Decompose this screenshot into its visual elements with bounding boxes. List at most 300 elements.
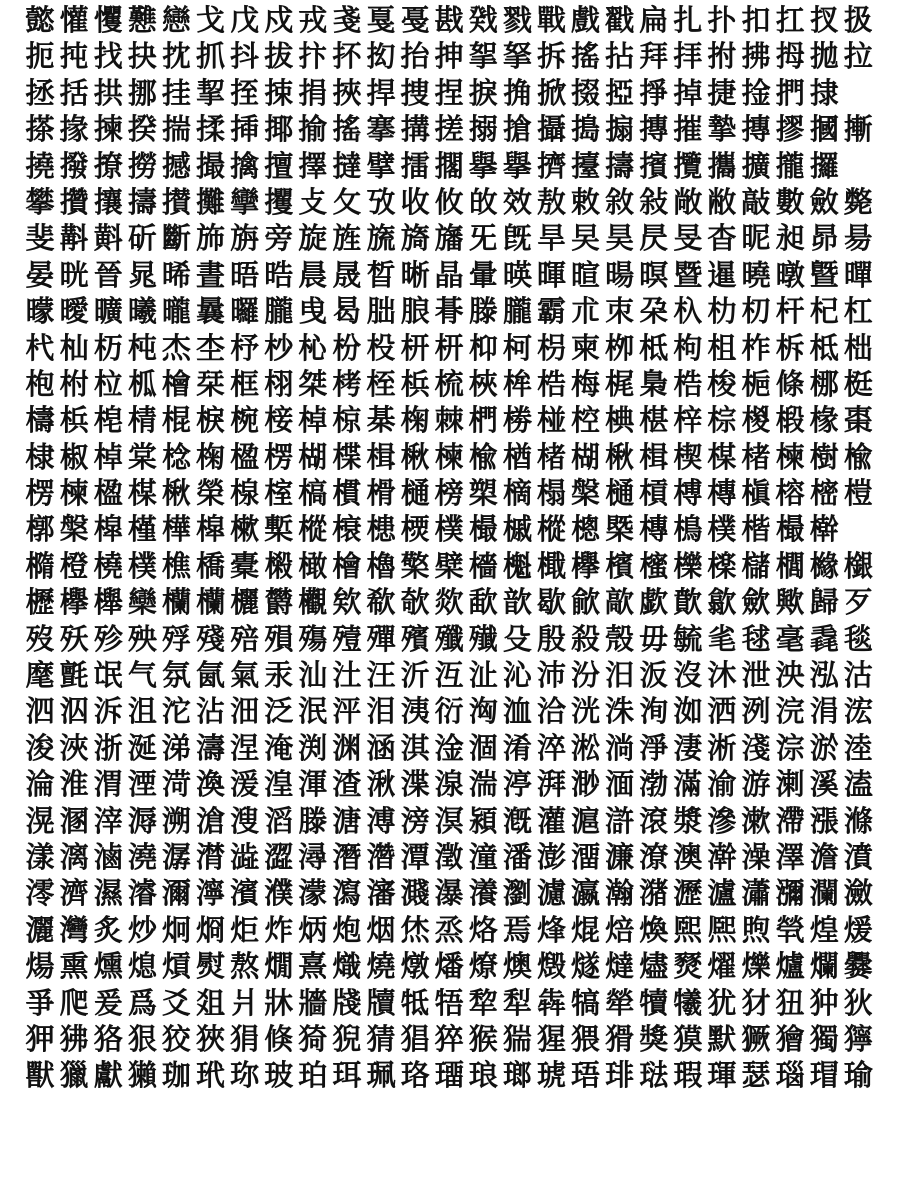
glyph-cell: 獪	[775, 1021, 805, 1056]
glyph-cell: 滕	[468, 294, 498, 329]
glyph-cell: 楡	[468, 439, 498, 474]
glyph-cell: 渫	[400, 767, 430, 802]
glyph-cell: 猝	[434, 1021, 464, 1056]
glyph-cell: 炬	[230, 912, 260, 947]
glyph-cell: 濾	[536, 876, 566, 911]
glyph-cell: 拊	[707, 39, 737, 74]
glyph-cell: 曨	[161, 294, 191, 329]
glyph-cell: 泪	[366, 694, 396, 729]
glyph-cell: 樸	[434, 512, 464, 547]
glyph-cell: 潘	[502, 839, 532, 874]
glyph-cell: 樅	[536, 512, 566, 547]
glyph-cell: 玳	[196, 1058, 226, 1093]
glyph-cell: 抔	[332, 39, 362, 74]
glyph-cell: 檮	[25, 403, 55, 438]
glyph-cell: 挂	[161, 75, 191, 110]
glyph-cell: 氤	[196, 658, 226, 693]
glyph-cell: 槫	[707, 476, 737, 511]
glyph-cell: 淆	[502, 730, 532, 765]
glyph-cell: 暝	[639, 257, 669, 292]
glyph-cell: 渭	[93, 767, 123, 802]
glyph-cell: 晤	[230, 257, 260, 292]
glyph-cell: 爨	[843, 949, 873, 984]
glyph-cell: 捔	[502, 75, 532, 110]
glyph-row	[23, 293, 900, 329]
glyph-cell: 槧	[264, 512, 294, 547]
glyph-cell: 淇	[400, 730, 430, 765]
glyph-cell: 猊	[332, 1021, 362, 1056]
glyph-row	[23, 912, 900, 948]
glyph-cell: 朧	[264, 294, 294, 329]
glyph-cell: 昶	[775, 221, 805, 256]
glyph-cell: 枊	[468, 330, 498, 365]
glyph-cell: 攸	[434, 184, 464, 219]
glyph-cell: 櫚	[775, 548, 805, 583]
glyph-cell: 攣	[230, 184, 260, 219]
glyph-cell: 珮	[366, 1058, 396, 1093]
glyph-cell: 殕	[230, 621, 260, 656]
glyph-cell: 烝	[434, 912, 464, 947]
glyph-cell: 淞	[571, 730, 601, 765]
glyph-cell: 晰	[400, 257, 430, 292]
glyph-cell: 烙	[468, 912, 498, 947]
glyph-row	[23, 439, 900, 475]
glyph-cell: 澣	[707, 839, 737, 874]
glyph-cell: 攝	[536, 112, 566, 147]
glyph-cell: 戁	[127, 3, 157, 37]
glyph-cell: 攅	[161, 184, 191, 219]
glyph-cell: 擣	[605, 148, 635, 183]
glyph-cell: 拔	[264, 39, 294, 74]
glyph-cell: 燒	[366, 949, 396, 984]
glyph-cell: 毋	[639, 621, 669, 656]
glyph-cell: 楮	[536, 439, 566, 474]
glyph-cell: 澤	[775, 839, 805, 874]
glyph-cell: 獨	[809, 1021, 839, 1056]
glyph-cell: 洵	[639, 694, 669, 729]
glyph-cell: 渾	[298, 767, 328, 802]
glyph-cell: 濔	[161, 876, 191, 911]
glyph-cell: 棕	[707, 403, 737, 438]
glyph-cell: 搖	[571, 39, 601, 74]
glyph-cell: 犲	[741, 985, 771, 1020]
glyph-cell: 棍	[161, 403, 191, 438]
glyph-cell: 梔	[741, 366, 771, 401]
glyph-cell: 桀	[298, 366, 328, 401]
glyph-cell: 樸	[707, 512, 737, 547]
glyph-cell: 汞	[264, 658, 294, 693]
glyph-cell: 懿	[25, 3, 55, 37]
glyph-cell: 湮	[127, 767, 157, 802]
glyph-cell: 槵	[366, 512, 396, 547]
glyph-cell: 槿	[127, 512, 157, 547]
glyph-cell: 煥	[639, 912, 669, 947]
glyph-cell: 瀚	[605, 876, 635, 911]
glyph-cell: 狢	[93, 1021, 123, 1056]
glyph-cell: 搴	[366, 112, 396, 147]
glyph-cell: 炸	[264, 912, 294, 947]
glyph-cell: 樌	[332, 476, 362, 511]
glyph-cell: 衍	[434, 694, 464, 729]
glyph-cell: 榜	[434, 476, 464, 511]
glyph-cell: 梍	[93, 403, 123, 438]
glyph-cell: 洟	[400, 694, 430, 729]
glyph-cell: 捐	[298, 75, 328, 110]
glyph-cell: 櫓	[366, 548, 396, 583]
glyph-cell: 摲	[843, 112, 873, 147]
glyph-cell: 檳	[605, 548, 635, 583]
glyph-cell: 柢	[809, 330, 839, 365]
glyph-cell: 戀	[161, 3, 191, 37]
glyph-cell: 淌	[605, 730, 635, 765]
glyph-cell: 懽	[59, 3, 89, 37]
glyph-cell: 渟	[502, 767, 532, 802]
glyph-cell: 濟	[59, 876, 89, 911]
glyph-cell: 槭	[502, 512, 532, 547]
glyph-cell: 挈	[196, 75, 226, 110]
glyph-cell: 焙	[605, 912, 635, 947]
glyph-cell: 榑	[673, 476, 703, 511]
glyph-cell: 滾	[639, 803, 669, 838]
glyph-cell: 擱	[434, 148, 464, 183]
glyph-cell: 擡	[571, 148, 601, 183]
glyph-cell: 效	[502, 184, 532, 219]
glyph-cell: 樹	[809, 439, 839, 474]
glyph-cell: 潴	[639, 876, 669, 911]
glyph-cell: 琅	[468, 1058, 498, 1093]
glyph-cell: 斫	[127, 221, 157, 256]
glyph-cell: 熹	[298, 949, 328, 984]
glyph-cell: 涎	[127, 730, 157, 765]
glyph-cell: 攬	[673, 148, 703, 183]
glyph-cell: 燿	[707, 949, 737, 984]
glyph-cell: 戊	[230, 3, 260, 37]
glyph-cell: 濛	[298, 876, 328, 911]
glyph-cell: 擠	[536, 148, 566, 183]
glyph-cell: 歊	[605, 585, 635, 620]
glyph-cell: 朧	[502, 294, 532, 329]
glyph-cell: 淅	[707, 730, 737, 765]
glyph-row	[23, 584, 900, 620]
glyph-cell: 晉	[93, 257, 123, 292]
glyph-cell: 攤	[196, 184, 226, 219]
glyph-cell: 橐	[230, 548, 260, 583]
glyph-cell: 瀋	[366, 876, 396, 911]
glyph-cell: 淙	[775, 730, 805, 765]
glyph-cell: 狒	[59, 1021, 89, 1056]
glyph-cell: 棈	[127, 403, 157, 438]
glyph-cell: 澪	[25, 876, 55, 911]
glyph-cell: 杢	[196, 330, 226, 365]
glyph-cell: 歇	[536, 585, 566, 620]
glyph-cell: 戮	[502, 3, 532, 37]
glyph-cell: 牘	[366, 985, 396, 1020]
glyph-cell: 拋	[809, 39, 839, 74]
glyph-cell: 浙	[93, 730, 123, 765]
glyph-cell: 榾	[366, 476, 396, 511]
glyph-cell: 搶	[502, 112, 532, 147]
glyph-cell: 槩	[605, 512, 635, 547]
glyph-cell: 朿	[605, 294, 635, 329]
glyph-cell: 熕	[161, 949, 191, 984]
glyph-cell: 朮	[571, 294, 601, 329]
glyph-cell: 椹	[639, 403, 669, 438]
glyph-cell: 捒	[264, 75, 294, 110]
glyph-cell: 橈	[93, 548, 123, 583]
glyph-cell: 淪	[25, 767, 55, 802]
glyph-cell: 烋	[400, 912, 430, 947]
glyph-cell: 揀	[93, 112, 123, 147]
glyph-cell: 榱	[332, 512, 362, 547]
glyph-cell: 扼	[25, 39, 55, 74]
glyph-cell: 燼	[639, 949, 669, 984]
glyph-cell: 擯	[639, 148, 669, 183]
glyph-cell: 拱	[93, 75, 123, 110]
glyph-cell: 殍	[161, 621, 191, 656]
glyph-cell: 狄	[843, 985, 873, 1020]
glyph-cell: 湟	[264, 767, 294, 802]
glyph-cell: 澡	[741, 839, 771, 874]
glyph-cell: 樮	[400, 512, 430, 547]
glyph-cell: 昴	[809, 221, 839, 256]
glyph-cell: 掀	[536, 75, 566, 110]
glyph-cell: 楸	[605, 439, 635, 474]
glyph-row	[23, 1021, 900, 1057]
glyph-cell: 櫁	[639, 548, 669, 583]
glyph-cell: 擒	[230, 148, 260, 183]
glyph-row	[23, 366, 900, 402]
glyph-cell: 檜	[161, 366, 191, 401]
glyph-cell: 渙	[196, 767, 226, 802]
glyph-cell: 擧	[468, 148, 498, 183]
glyph-cell: 灣	[59, 912, 89, 947]
glyph-cell: 拯	[25, 75, 55, 110]
glyph-cell: 泛	[264, 694, 294, 729]
glyph-cell: 抃	[298, 39, 328, 74]
glyph-cell: 朖	[400, 294, 430, 329]
glyph-cell: 掾	[59, 112, 89, 147]
glyph-cell: 栲	[332, 366, 362, 401]
glyph-cell: 捜	[400, 75, 430, 110]
glyph-cell: 栩	[264, 366, 294, 401]
glyph-cell: 澂	[434, 839, 464, 874]
glyph-cell: 渮	[161, 767, 191, 802]
glyph-cell: 洫	[502, 694, 532, 729]
glyph-cell: 犹	[707, 985, 737, 1020]
glyph-cell: 椒	[59, 439, 89, 474]
glyph-cell: 默	[707, 1021, 737, 1056]
glyph-cell: 旃	[230, 221, 260, 256]
glyph-cell: 烱	[196, 912, 226, 947]
glyph-cell: 戰	[536, 3, 566, 37]
glyph-cell: 熏	[59, 949, 89, 984]
glyph-cell: 洸	[571, 694, 601, 729]
glyph-cell: 燹	[673, 949, 703, 984]
glyph-cell: 梹	[400, 366, 430, 401]
glyph-cell: 椀	[230, 403, 260, 438]
glyph-cell: 濘	[196, 876, 226, 911]
glyph-cell: 狎	[25, 1021, 55, 1056]
glyph-cell: 楳	[127, 476, 157, 511]
glyph-cell: 檊	[809, 512, 839, 547]
glyph-cell: 欷	[366, 585, 396, 620]
glyph-cell: 椚	[468, 403, 498, 438]
glyph-cell: 柢	[639, 330, 669, 365]
glyph-cell: 擂	[400, 148, 430, 183]
glyph-cell: 湃	[536, 767, 566, 802]
glyph-cell: 抉	[127, 39, 157, 74]
glyph-cell: 瀑	[434, 876, 464, 911]
glyph-cell: 淮	[59, 767, 89, 802]
glyph-cell: 旣	[502, 221, 532, 256]
glyph-cell: 曚	[25, 294, 55, 329]
glyph-cell: 旱	[536, 221, 566, 256]
glyph-cell: 檠	[400, 548, 430, 583]
glyph-cell: 气	[127, 658, 157, 693]
glyph-cell: 撓	[25, 148, 55, 183]
glyph-cell: 浹	[59, 730, 89, 765]
glyph-cell: 歔	[639, 585, 669, 620]
glyph-cell: 毟	[707, 621, 737, 656]
glyph-cell: 滄	[196, 803, 226, 838]
glyph-cell: 椪	[536, 403, 566, 438]
glyph-cell: 暺	[843, 257, 873, 292]
glyph-cell: 泙	[332, 694, 362, 729]
glyph-cell: 沒	[673, 658, 703, 693]
glyph-cell: 杳	[707, 221, 737, 256]
glyph-cell: 濱	[230, 876, 260, 911]
glyph-cell: 沾	[196, 694, 226, 729]
glyph-cell: 櫆	[502, 548, 532, 583]
glyph-cell: 毳	[809, 621, 839, 656]
glyph-cell: 拉	[843, 39, 873, 74]
glyph-cell: 熄	[127, 949, 157, 984]
glyph-cell: 欐	[230, 585, 260, 620]
glyph-row	[23, 621, 900, 657]
glyph-cell: 楸	[400, 439, 430, 474]
glyph-cell: 扛	[775, 3, 805, 37]
glyph-cell: 湍	[468, 767, 498, 802]
glyph-cell: 殲	[434, 621, 464, 656]
glyph-cell: 漑	[502, 803, 532, 838]
glyph-cell: 擧	[502, 148, 532, 183]
glyph-cell: 揣	[161, 112, 191, 147]
glyph-cell: 撈	[127, 148, 157, 183]
glyph-row	[23, 2, 900, 38]
glyph-cell: 斷	[161, 221, 191, 256]
glyph-cell: 琺	[639, 1058, 669, 1093]
glyph-cell: 燵	[605, 949, 635, 984]
glyph-cell: 揷	[230, 112, 260, 147]
glyph-cell: 攴	[298, 184, 328, 219]
glyph-cell: 斐	[25, 221, 55, 256]
glyph-cell: 枌	[332, 330, 362, 365]
glyph-cell: 晁	[127, 257, 157, 292]
glyph-cell: 獵	[59, 1058, 89, 1093]
glyph-cell: 昊	[605, 221, 635, 256]
glyph-cell: 曷	[332, 294, 362, 329]
glyph-cell: 棹	[298, 403, 328, 438]
glyph-cell: 暎	[502, 257, 532, 292]
glyph-cell: 戄	[93, 3, 123, 37]
glyph-cell: 漾	[25, 839, 55, 874]
glyph-cell: 旻	[673, 221, 703, 256]
glyph-cell: 毯	[843, 621, 873, 656]
glyph-cell: 沚	[468, 658, 498, 693]
glyph-cell: 楹	[230, 439, 260, 474]
glyph-cell: 擇	[298, 148, 328, 183]
glyph-cell: 欒	[127, 585, 157, 620]
glyph-cell: 搧	[605, 112, 635, 147]
glyph-cell: 榻	[536, 476, 566, 511]
glyph-cell: 旲	[571, 221, 601, 256]
glyph-cell: 猖	[400, 1021, 430, 1056]
glyph-cell: 楳	[707, 439, 737, 474]
glyph-cell: 瑜	[843, 1058, 873, 1093]
glyph-row	[23, 548, 900, 584]
glyph-cell: 摑	[809, 112, 839, 147]
glyph-cell: 珞	[400, 1058, 430, 1093]
glyph-cell: 潭	[400, 839, 430, 874]
glyph-cell: 璢	[434, 1058, 464, 1093]
glyph-cell: 泄	[741, 658, 771, 693]
glyph-cell: 扱	[843, 3, 873, 37]
glyph-cell: 捍	[366, 75, 396, 110]
glyph-cell: 櫪	[25, 585, 55, 620]
glyph-cell: 楜	[571, 439, 601, 474]
glyph-cell: 槁	[298, 476, 328, 511]
glyph-cell: 枅	[400, 330, 430, 365]
glyph-cell: 烽	[536, 912, 566, 947]
glyph-cell: 梜	[468, 366, 498, 401]
glyph-cell: 昵	[741, 221, 771, 256]
glyph-cell: 檗	[434, 548, 464, 583]
glyph-cell: 敀	[468, 184, 498, 219]
glyph-cell: 曖	[59, 294, 89, 329]
glyph-cell: 挃	[230, 75, 260, 110]
glyph-cell: 曩	[196, 294, 226, 329]
glyph-cell: 棗	[843, 403, 873, 438]
glyph-row	[23, 693, 900, 729]
glyph-cell: 瑕	[673, 1058, 703, 1093]
glyph-cell: 潺	[161, 839, 191, 874]
glyph-cell: 沺	[230, 694, 260, 729]
glyph-cell: 欅	[59, 585, 89, 620]
glyph-cell: 狆	[809, 985, 839, 1020]
glyph-cell: 滂	[400, 803, 430, 838]
glyph-cell: 煌	[809, 912, 839, 947]
glyph-cell: 朷	[741, 294, 771, 329]
glyph-cell: 楫	[366, 439, 396, 474]
glyph-cell: 熾	[332, 949, 362, 984]
glyph-row	[23, 985, 900, 1021]
glyph-cell: 櫸	[93, 585, 123, 620]
glyph-cell: 熨	[196, 949, 226, 984]
glyph-cell: 瀰	[775, 876, 805, 911]
glyph-cell: 戈	[196, 3, 226, 37]
glyph-cell: 琲	[605, 1058, 635, 1093]
glyph-cell: 戡	[434, 3, 464, 37]
glyph-cell: 爭	[25, 985, 55, 1020]
glyph-cell: 掙	[639, 75, 669, 110]
glyph-cell: 朞	[434, 294, 464, 329]
glyph-cell: 煬	[25, 949, 55, 984]
glyph-cell: 焉	[502, 912, 532, 947]
glyph-cell: 敝	[707, 184, 737, 219]
glyph-cell: 晄	[59, 257, 89, 292]
glyph-cell: 檝	[536, 548, 566, 583]
glyph-cell: 犇	[536, 985, 566, 1020]
